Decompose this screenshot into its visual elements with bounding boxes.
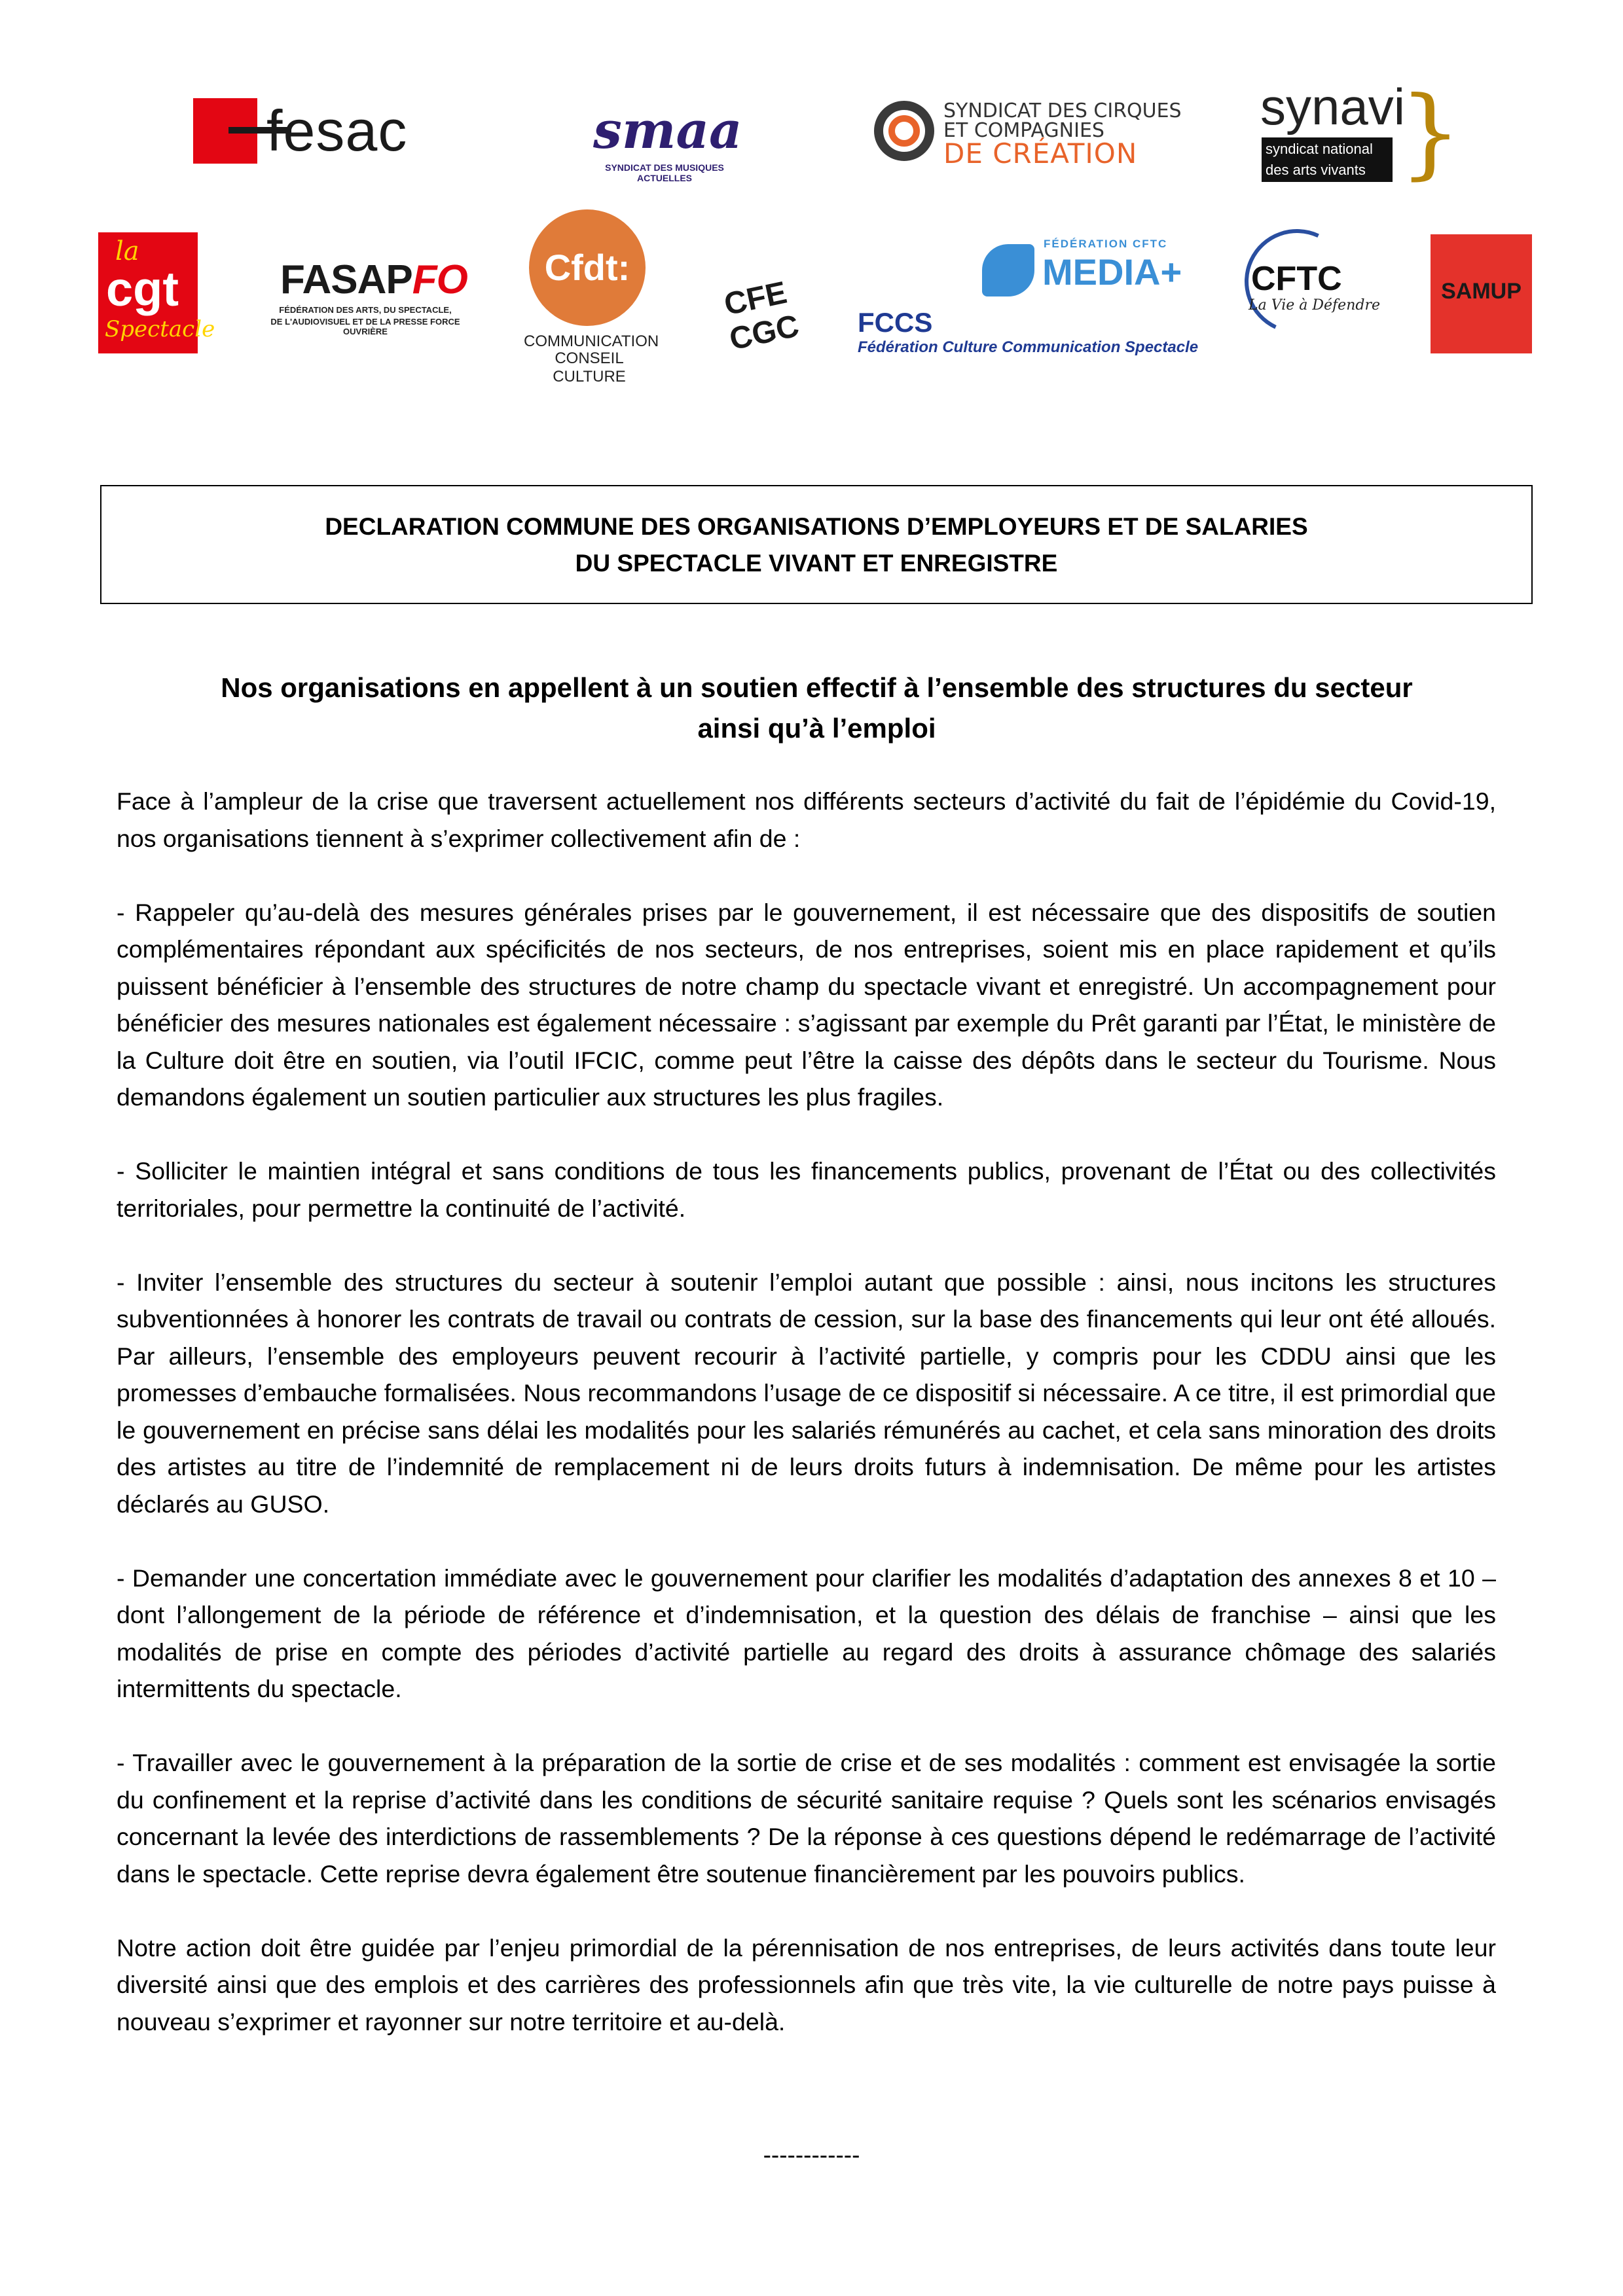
cftc-logo-text: CFTC — [1251, 260, 1342, 298]
paragraph-travailler: - Travailler avec le gouvernement à la préparation de la sortie de crise et de ses modalités : comment est envisagée la sortie du confinement et la reprise d’activité dans les conditions de sécurité sanitaire requise ? Quels sont les scénarios envisagés concernant la levée des interdictions de rassemblements ? De la réponse à ces questions dépend le redémarrage de l’activité dans le spectacle. Cette reprise devra également être soutenue financièrement par les pouvoirs publics. — [117, 1749, 1496, 1888]
fccs-logo-text: FCCS — [858, 307, 933, 338]
syndicat-cirques-logo — [874, 97, 1182, 170]
synavi-logo-sub-2: des arts vivants — [1266, 162, 1366, 178]
cfdt-logo-sub-2: CONSEIL CULTURE — [553, 350, 626, 386]
cfdt-logo-text: Cfdt: — [544, 247, 630, 288]
fesac-logo — [193, 98, 452, 164]
cirques-logo-line-2: ET COMPAGNIES — [943, 119, 1104, 142]
cgt-logo-spectacle: Spectacle — [105, 316, 215, 342]
cgt-logo-la: la — [115, 236, 139, 266]
fasap-logo-text — [280, 257, 467, 303]
synavi-logo — [1260, 76, 1462, 192]
samup-logo-text: SAMUP — [1441, 279, 1522, 304]
cftc-media-logo — [982, 232, 1182, 304]
cirques-logo-line-1: SYNDICAT DES CIRQUES — [943, 99, 1182, 122]
cfe-cgc-mark — [720, 275, 803, 376]
fasap-fo-logo — [261, 257, 470, 336]
synavi-logo-text: synavi — [1260, 78, 1406, 135]
synavi-logo-box — [1262, 137, 1393, 182]
paragraph-rappeler: - Rappeler qu’au-delà des mesures générales prises par le gouvernement, il est nécessaire que des dispositifs de soutien complémentaires répondant aux spécificités de nos secteurs, de nos entreprises, soient mis en place rapidement et qu’ils puissent bénéficier à l’ensemble des structures de notre champ du spectacle vivant et enregistré. Un accompagnement pour bénéficier des mesures nationales est également nécessaire : s’agissant par exemple du Prêt garanti par l’État, le ministère de la Culture doit être en soutien, via l’outil IFCIC, comme peut l’être la caisse des dépôts dans le secteur du Tourisme. Nous demandons également un soutien particulier aux structures les plus fragiles. — [117, 898, 1496, 1111]
document-body — [117, 783, 1496, 2077]
synavi-brace-icon: } — [1399, 76, 1462, 190]
declaration-title-box — [100, 485, 1533, 604]
declaration-title-line-2: DU SPECTACLE VIVANT ET ENREGISTRE — [575, 550, 1058, 577]
paragraph-solliciter: - Solliciter le maintien intégral et sans conditions de tous les financements publics, provenant de l’État ou des collectivités territoriales, pour permettre la continuité de l’activité. — [117, 1157, 1496, 1222]
document-subtitle — [105, 668, 1529, 749]
paragraph-demander: - Demander une concertation immédiate avec le gouvernement pour clarifier les modalités d’adaptation des annexes 8 et 10 – dont l’allongement de la période de référence et d’indemnisation, et la question des délais de franchise – ainsi que les modalités de prise en compte des périodes d’activité partielle au regard des droits à assurance chômage des salariés intermittents du spectacle. — [117, 1564, 1496, 1702]
cfdt-logo-sub-1: COMMUNICATION — [524, 332, 659, 350]
fasap-logo-fasap: FASAP — [280, 257, 412, 302]
cirques-spiral-inner-icon — [888, 115, 920, 147]
smoa-logo — [589, 79, 740, 183]
subtitle-line-2: ainsi qu’à l’emploi — [697, 713, 936, 744]
paragraph-inviter: - Inviter l’ensemble des structures du secteur à soutenir l’emploi autant que possible : ainsi, nous incitons les structures subventionnées à honorer les contrats de travail ou contrats de cession, sur la base des financements qui leur ont été alloués. Par ailleurs, l’ensemble des employeurs peuvent recourir à l’activité partielle, y compris pour les CDDU ainsi que les promesses d’embauche formalisées. Nous recommandons l’usage de ce dispositif si nécessaire. A ce titre, il est primordial que le gouvernement en précise sans délai les modalités pour les salariés rémunérés au cachet, et cela sans minoration des droits des artistes au titre de l’indemnité de remplacement ni de leurs droits futurs à indemnisation. De même pour les artistes déclarés au GUSO. — [117, 1268, 1496, 1518]
media-logo-federation: FÉDÉRATION CFTC — [1044, 238, 1168, 250]
declaration-title-line-1: DECLARATION COMMUNE DES ORGANISATIONS D’EMPLOYEURS ET DE SALARIES — [325, 513, 1308, 540]
fasap-logo-sub-2: DE L'AUDIOVISUEL ET DE LA PRESSE FORCE OUVRIÈRE — [270, 317, 460, 336]
cgc-logo-text: CGC — [726, 308, 803, 357]
cgt-spectacle-logo — [98, 232, 215, 353]
smoa-logo-text: smaa — [593, 101, 742, 160]
cftc-logo-subtitle: La Vie à Défendre — [1249, 297, 1380, 314]
samup-logo — [1431, 234, 1532, 353]
fesac-logo-text: fesac — [266, 98, 408, 163]
fasap-logo-sub-1: FÉDÉRATION DES ARTS, DU SPECTACLE, — [279, 305, 452, 315]
end-separator: ------------ — [763, 2142, 860, 2168]
cgt-logo-cgt: cgt — [106, 262, 179, 316]
smoa-logo-subtitle: SYNDICAT DES MUSIQUES ACTUELLES — [605, 162, 724, 183]
fasap-logo-fo: FO — [412, 257, 467, 302]
media-logo-text: MEDIA+ — [1042, 251, 1182, 293]
paragraph-conclusion: Notre action doit être guidée par l’enjeu primordial de la pérennisation de nos entreprises, de leurs activités dans toute leur diversité ainsi que des emplois et des carrières des professionnels afin que très vite, la vie culturelle de notre pays puisse à nouveau s’exprimer et rayonner sur notre territoire et au-delà. — [117, 1933, 1496, 2036]
cirques-logo-line-3: DE CRÉATION — [943, 137, 1138, 170]
cfe-logo-text: CFE — [721, 275, 790, 323]
subtitle-line-1: Nos organisations en appellent à un soutien effectif à l’ensemble des structures du secteur — [221, 672, 1413, 703]
fccs-logo-subtitle: Fédération Culture Communication Spectacle — [858, 338, 1199, 356]
cfdt-logo — [524, 209, 659, 386]
cftc-logo — [1241, 216, 1378, 321]
paragraph-intro: Face à l’ampleur de la crise que traversent actuellement nos différents secteurs d’activité du fait de l’épidémie du Covid-19, nos organisations tiennent à s’exprimer collectivement afin de : — [117, 787, 1496, 852]
synavi-logo-sub-1: syndicat national — [1266, 141, 1373, 157]
dove-icon — [982, 244, 1034, 296]
